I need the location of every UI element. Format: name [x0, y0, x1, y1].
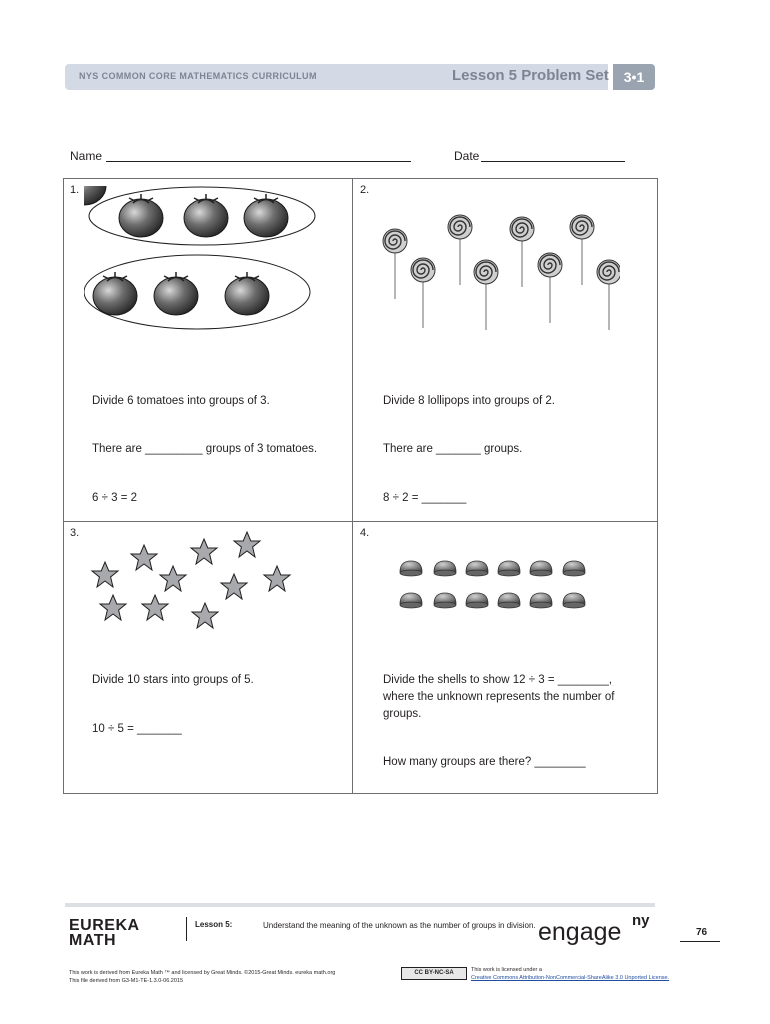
shell-icon [466, 593, 488, 608]
credit-text [69, 969, 335, 985]
star-icon [131, 545, 157, 570]
lollipop-icon [570, 215, 594, 285]
star-icon [142, 595, 168, 620]
shell-icon [498, 593, 520, 608]
problem-2-line-1: Divide 8 lollipops into groups of 2. [383, 395, 555, 407]
shell-icon [434, 593, 456, 608]
license-link[interactable]: Creative Commons Attribution-NonCommercial-ShareAlike 3.0 Unported License. [471, 975, 670, 981]
problem-3-line-1: Divide 10 stars into groups of 5. [92, 674, 254, 686]
problem-2-line-2: There are _______ groups. [383, 443, 523, 455]
lollipop-icon [474, 260, 498, 330]
tomato-icon [154, 272, 198, 315]
star-icon [264, 566, 290, 591]
star-icon [221, 574, 247, 599]
problem-2-line-3: 8 ÷ 2 = _______ [383, 492, 467, 504]
problem-2-number: 2. [360, 184, 370, 196]
star-icon [100, 595, 126, 620]
footer-rule [65, 903, 655, 907]
cc-license-badge: CC BY-NC-SA [401, 967, 467, 980]
shell-icon [530, 561, 552, 576]
lollipop-icon [411, 258, 435, 328]
name-field[interactable] [106, 161, 411, 162]
tomatoes-illustration [84, 186, 324, 331]
engage-ny-logo: ny [632, 912, 650, 929]
lollipop-icon [383, 229, 407, 299]
grade-badge: 3•1 [613, 64, 655, 90]
shell-icon [498, 561, 520, 576]
star-icon [191, 539, 217, 564]
star-icon [192, 603, 218, 628]
shells-illustration [395, 555, 595, 615]
problem-1-number: 1. [70, 184, 80, 196]
star-icon [160, 566, 186, 591]
problem-4-line-2: where the unknown represents the number of [383, 691, 615, 703]
problem-3-number: 3. [70, 527, 80, 539]
logo-line-2: MATH [69, 932, 117, 949]
shell-icon [563, 593, 585, 608]
eureka-math-logo [69, 918, 140, 948]
license-text [471, 966, 669, 982]
footer-separator [186, 917, 187, 941]
star-icon [234, 532, 260, 557]
lollipop-icon [448, 215, 472, 285]
grid-divider-horizontal [63, 521, 658, 522]
shell-icon [434, 561, 456, 576]
problem-1-line-3: 6 ÷ 3 = 2 [92, 492, 137, 504]
date-field[interactable] [481, 161, 625, 162]
lesson-title: Lesson 5 Problem Set [452, 67, 609, 84]
credit-line-2: This file derived from G3-M1-TE-1.3.0-06.2015 [69, 978, 184, 984]
footer-description: Understand the meaning of the unknown as the number of groups in division. [263, 921, 536, 930]
tomato-icon [244, 194, 288, 237]
credit-line-1: This work is derived from Eureka Math ™ and licensed by Great Minds. ©2015-Great Minds. eureka math.org [69, 970, 336, 976]
lollipops-illustration [370, 205, 620, 330]
page-number-rule [680, 941, 720, 942]
star-icon [92, 562, 118, 587]
lollipop-icon [538, 253, 562, 323]
shell-icon [400, 593, 422, 608]
license-line-1: This work is licensed under a [471, 967, 542, 973]
date-label: Date [454, 149, 480, 163]
shell-icon [530, 593, 552, 608]
shell-icon [563, 561, 585, 576]
page-number: 76 [696, 927, 708, 938]
engage-logo: engage [538, 918, 622, 946]
problem-4-line-1: Divide the shells to show 12 ÷ 3 = ________, [383, 674, 613, 686]
problem-4-line-3: groups. [383, 708, 422, 720]
curriculum-title: NYS COMMON CORE MATHEMATICS CURRICULUM [79, 71, 317, 81]
problem-4-line-4: How many groups are there? ________ [383, 756, 586, 768]
problem-1-line-1: Divide 6 tomatoes into groups of 3. [92, 395, 270, 407]
name-label: Name [70, 149, 103, 163]
lollipop-icon [510, 217, 534, 287]
tomato-icon [184, 194, 228, 237]
lollipop-icon [597, 260, 620, 330]
problem-3-line-2: 10 ÷ 5 = _______ [92, 723, 182, 735]
tomato-icon [119, 194, 163, 237]
shell-icon [400, 561, 422, 576]
footer-lesson: Lesson 5: [195, 920, 233, 929]
logo-line-1: EUREKA [69, 917, 140, 934]
grid-divider-vertical [352, 178, 353, 794]
problem-1-line-2: There are _________ groups of 3 tomatoes. [92, 443, 318, 455]
shell-icon [466, 561, 488, 576]
stars-illustration [88, 530, 298, 635]
tomato-icon [225, 272, 269, 315]
problem-4-number: 4. [360, 527, 370, 539]
tomato-icon [93, 272, 137, 315]
